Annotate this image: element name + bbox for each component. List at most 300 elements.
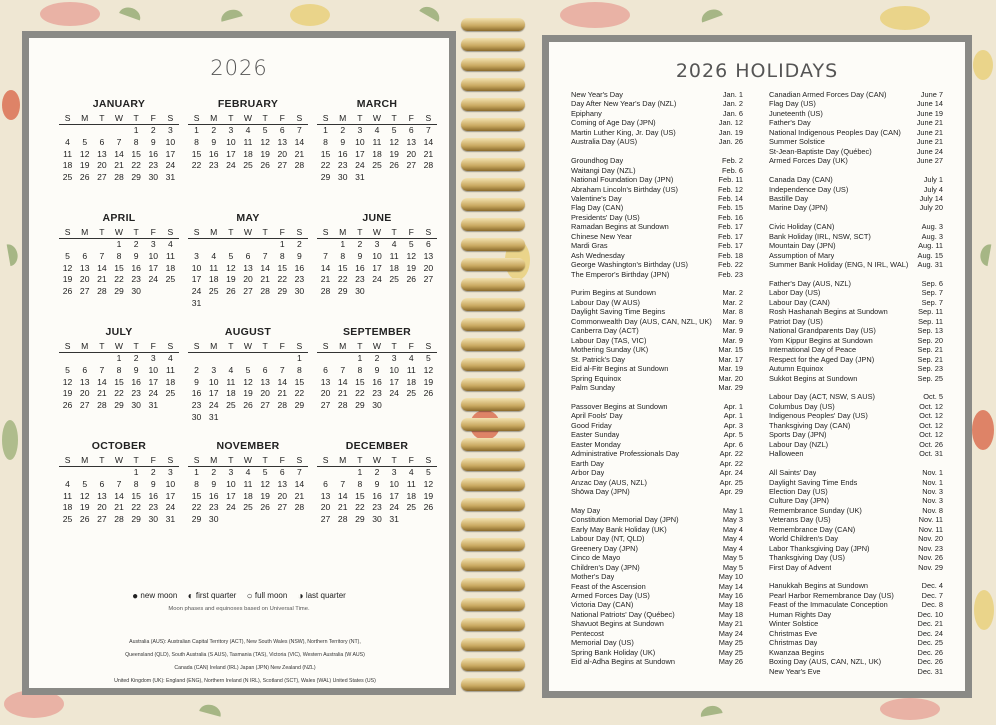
month-name: JULY [105,326,133,338]
holiday-date: Nov. 3 [922,486,943,496]
holiday-name: Victoria Day (CAN) [571,600,634,610]
day-cell: 3 [228,467,234,477]
holiday-row [571,478,743,487]
day-cell: 30 [294,286,305,297]
holiday-name: Arbor Day [571,468,605,478]
weekday-header: S [59,226,76,239]
day-cell: 8 [116,364,122,375]
day-cell: 20 [277,490,288,501]
section-gap [571,496,743,505]
section-gap [571,147,743,156]
month-name: NOVEMBER [216,440,280,452]
holiday-name: Groundhog Day [571,156,624,166]
day-cell: 21 [114,502,124,513]
day-cell: 28 [423,160,434,171]
holiday-date: Feb. 11 [718,175,743,185]
holiday-row [571,355,743,364]
day-cell: 21 [294,148,305,159]
holiday-name: Presidents' Day (US) [571,212,640,222]
weekday-header: T [386,226,403,239]
day-cell [59,125,76,137]
day-cell: 17 [165,490,176,501]
holiday-date: Mar. 19 [718,364,743,374]
holiday-row [571,270,743,279]
month-name: OCTOBER [91,440,147,452]
day-cell [222,514,239,526]
holiday-row [571,383,743,392]
day-cell: 12 [226,262,236,273]
day-cell: 17 [355,148,365,159]
day-cell: 15 [355,490,365,501]
weekday-header: T [386,112,403,125]
holiday-name: World Children's Day [769,534,839,544]
day-cell: 31 [208,411,219,422]
day-cell: 12 [406,250,417,261]
day-cell: 4 [391,239,397,249]
weekday-header: F [403,454,420,467]
weekday-header: M [205,340,222,353]
day-cell: 2 [211,125,217,135]
day-cell: 30 [355,286,365,297]
weekday-header: M [334,454,351,467]
day-cell: 12 [79,148,90,159]
day-cell: 7 [323,250,328,261]
day-cell: 24 [226,160,236,171]
day-cell: 30 [337,172,348,183]
holiday-date: Apr. 6 [723,439,743,449]
holiday-name: Palm Sunday [571,383,615,393]
day-cell: 23 [372,502,382,513]
day-cell: 31 [165,514,176,525]
holiday-date: May 16 [718,590,743,600]
day-cell: 10 [226,478,236,489]
holiday-name: Daylight Saving Time Ends [769,477,858,487]
day-cell: 26 [423,388,434,399]
month-grid [188,226,308,310]
holiday-row [571,90,743,99]
day-cell: 7 [116,478,122,489]
day-cell: 30 [372,514,382,525]
day-cell: 9 [211,136,217,147]
day-cell [403,514,420,526]
day-cell: 31 [165,172,176,183]
day-cell: 19 [423,490,434,501]
month-grid [317,226,437,298]
day-cell: 3 [391,353,397,363]
holiday-name: Anzac Day (AUS, NZL) [571,477,647,487]
flower-decoration [880,6,930,30]
month-grid [188,454,308,526]
day-cell: 19 [243,388,253,399]
holiday-row [769,581,943,590]
holiday-row [769,90,943,99]
full-moon-legend [247,591,288,600]
holiday-date: May 3 [722,515,743,525]
day-cell [257,298,274,310]
day-cell: 22 [355,502,365,513]
day-cell: 15 [114,262,124,273]
holiday-row [769,109,943,118]
weekday-header: F [274,340,291,353]
holiday-date: June 21 [916,127,943,137]
holiday-row [769,279,943,288]
day-cell [257,412,274,424]
day-cell [403,286,420,298]
day-cell: 3 [228,125,234,135]
month-march [317,98,437,184]
day-cell: 8 [133,136,139,147]
holiday-row [571,374,743,383]
holiday-row [769,355,943,364]
holiday-name: Waitangi Day (NZL) [571,165,636,175]
day-cell: 3 [168,467,173,477]
holiday-name: Kwanzaa Begins [769,647,825,657]
month-november [188,440,308,526]
day-cell: 7 [426,125,431,135]
day-cell: 30 [372,400,382,411]
day-cell: 3 [194,250,199,261]
day-cell: 26 [260,160,270,171]
holiday-row [769,638,943,647]
day-cell: 18 [165,376,176,387]
weekday-header: S [420,226,437,239]
day-cell: 26 [79,514,90,525]
day-cell: 17 [389,376,399,387]
day-cell: 17 [165,148,176,159]
weekday-header: M [205,226,222,239]
day-cell [257,239,274,251]
day-cell: 27 [97,514,107,525]
weekday-header: T [93,112,110,125]
day-cell: 8 [133,478,139,489]
holiday-date: Apr. 1 [723,411,743,421]
holiday-name: Eid al-Fitr Begins at Sundown [571,364,669,374]
day-cell: 20 [260,388,270,399]
holiday-date: Aug. 11 [918,241,943,251]
day-cell: 25 [406,502,417,513]
holiday-name: George Washington's Birthday (US) [571,260,688,270]
holiday-row [571,307,743,316]
holiday-name: April Fools' Day [571,411,623,421]
day-cell: 20 [320,388,331,399]
month-october [59,440,179,526]
day-cell: 15 [131,490,141,501]
holiday-date: May 5 [722,562,743,572]
weekday-header: W [239,454,256,467]
day-cell: 17 [148,262,159,273]
day-cell: 22 [191,160,202,171]
holiday-date: Dec. 10 [917,609,943,619]
day-cell: 14 [423,136,434,147]
day-cell: 19 [79,160,90,171]
day-cell: 10 [389,478,399,489]
day-cell: 15 [131,148,141,159]
binding-ring [461,418,525,431]
holiday-row [769,260,943,269]
holiday-row [571,364,743,373]
holiday-name: Labour Day (NZL) [769,439,829,449]
day-cell: 7 [340,478,346,489]
day-cell: 21 [337,502,348,513]
binding-ring [461,618,525,631]
holiday-name: Labour Day (TAS, VIC) [571,335,647,345]
leaf-decoration [419,3,443,22]
day-cell: 22 [114,388,124,399]
weekday-header: T [257,226,274,239]
holiday-row [769,440,943,449]
day-cell: 2 [133,353,139,363]
weekday-header: W [110,340,127,353]
weekday-header: T [351,340,368,353]
day-cell: 9 [340,136,346,147]
day-cell: 27 [277,502,288,513]
holiday-date: Dec. 31 [917,666,943,676]
day-cell: 3 [374,239,380,249]
holiday-row [769,478,943,487]
holiday-date: Dec. 26 [917,657,943,667]
day-cell: 20 [277,148,288,159]
leaf-decoration [699,7,723,23]
holiday-row [571,648,743,657]
day-cell [59,353,76,365]
day-cell: 26 [243,400,253,411]
last-quarter-icon: ◑ [297,591,304,602]
day-cell: 16 [131,376,141,387]
day-cell: 5 [408,239,414,249]
day-cell: 29 [114,400,124,411]
holiday-row [571,99,743,108]
day-cell: 25 [406,388,417,399]
holiday-date: Aug. 3 [921,231,943,241]
holiday-row [571,600,743,609]
day-cell: 29 [294,400,305,411]
day-cell: 29 [320,172,331,183]
day-cell: 11 [165,250,175,261]
holiday-name: Remembrance Day (CAN) [769,524,856,534]
day-cell [222,239,239,251]
day-cell: 15 [191,148,202,159]
section-gap [769,166,943,175]
day-cell: 24 [165,502,176,513]
binding-ring [461,238,525,251]
holiday-row [769,430,943,439]
month-february [188,98,308,172]
holiday-date: Sep. 13 [917,326,943,336]
day-cell: 23 [131,388,141,399]
holiday-date: June 21 [916,118,943,128]
day-cell: 26 [406,274,417,285]
day-cell [368,172,385,184]
holiday-row [769,345,943,354]
day-cell: 23 [355,274,365,285]
day-cell: 21 [337,388,348,399]
day-cell: 12 [79,490,90,501]
holiday-date: Feb. 22 [717,260,743,270]
day-cell: 18 [389,262,399,273]
holiday-date: Dec. 25 [917,638,943,648]
holiday-row [571,317,743,326]
day-cell: 8 [116,250,122,261]
day-cell: 28 [294,160,305,171]
day-cell: 16 [208,148,219,159]
holiday-name: Boxing Day (AUS, CAN, NZL, UK) [769,657,882,667]
holiday-name: Easter Monday [571,439,621,449]
weekday-header: F [145,340,162,353]
weekday-header: F [403,340,420,353]
holiday-date: June 7 [920,90,943,99]
weekday-header: M [334,112,351,125]
holiday-row [571,118,743,127]
holiday-row [769,468,943,477]
day-cell: 16 [191,388,202,399]
day-cell: 20 [406,148,417,159]
binding-ring [461,78,525,91]
binding-ring [461,658,525,671]
weekday-header: S [420,112,437,125]
holiday-name: Columbus Day (US) [769,401,835,411]
day-cell: 1 [133,467,139,477]
weekday-header: S [317,340,334,353]
day-cell: 29 [114,286,124,297]
day-cell: 20 [423,262,434,273]
day-cell: 14 [294,478,305,489]
holiday-date: May 26 [718,657,743,667]
weekday-header: T [257,112,274,125]
holiday-name: National Patriots' Day (Québec) [571,609,675,619]
holiday-name: Labor Day (US) [769,288,821,298]
holiday-row [769,421,943,430]
holiday-date: Oct. 5 [923,392,943,402]
day-cell: 1 [297,353,302,363]
day-cell [317,239,334,251]
weekday-header: F [274,226,291,239]
day-cell [239,412,256,424]
holiday-row [571,563,743,572]
weekday-header: S [162,226,179,239]
holiday-row [571,487,743,496]
holiday-name: Eid al-Adha Begins at Sundown [571,657,675,667]
day-cell [420,286,437,298]
day-cell: 14 [97,262,107,273]
holiday-row [769,411,943,420]
day-cell: 9 [374,478,380,489]
holiday-row [769,619,943,628]
weekday-header: T [222,226,239,239]
holiday-row [769,563,943,572]
full-moon-icon: ○ [246,591,253,602]
day-cell: 28 [114,514,124,525]
holiday-date: Mar. 17 [718,354,743,364]
holiday-date: May 25 [718,638,743,648]
holiday-name: Shavuot Begins at Sundown [571,619,664,629]
day-cell: 4 [228,364,234,375]
day-cell: 19 [226,274,236,285]
day-cell: 26 [79,172,90,183]
day-cell: 6 [99,478,105,489]
holiday-name: Christmas Day [769,638,818,648]
holiday-date: Aug. 3 [921,222,943,232]
weekday-header: S [420,340,437,353]
holiday-date: Oct. 31 [919,449,943,459]
day-cell: 11 [63,490,73,501]
day-cell: 23 [337,160,348,171]
holiday-name: Independence Day (US) [769,184,849,194]
day-cell: 25 [62,514,73,525]
holiday-name: Good Friday [571,420,612,430]
day-cell: 21 [320,274,331,285]
day-cell: 6 [262,364,268,375]
day-cell: 23 [208,160,219,171]
holiday-row [769,251,943,260]
holiday-name: International Day of Peace [769,345,857,355]
day-cell: 5 [262,467,268,477]
day-cell: 6 [82,364,88,375]
day-cell [291,298,308,310]
day-cell: 25 [372,160,382,171]
day-cell: 8 [357,364,363,375]
month-name: DECEMBER [345,440,409,452]
holiday-date: Feb. 15 [717,203,743,213]
day-cell: 25 [226,400,236,411]
day-cell: 22 [294,388,305,399]
holiday-date: Nov. 11 [918,524,943,534]
weekday-header: W [368,454,385,467]
month-grid [188,112,308,172]
holiday-name: Pentecost [571,628,604,638]
weekday-header: T [222,112,239,125]
day-cell: 10 [191,262,202,273]
holiday-row [571,468,743,477]
day-cell: 17 [389,490,399,501]
holiday-name: National Indigenous Peoples Day (CAN) [769,127,901,137]
holiday-date: Feb. 14 [717,193,743,203]
year-title: 2026 [210,56,268,80]
day-cell: 2 [340,125,346,135]
holiday-row [769,392,943,401]
day-cell: 27 [406,160,417,171]
day-cell: 13 [260,376,270,387]
day-cell: 17 [226,490,236,501]
holiday-row [769,657,943,666]
holiday-name: Christmas Eve [769,628,818,638]
weekday-header: W [239,340,256,353]
holiday-date: July 14 [919,193,943,203]
holiday-date: Apr. 22 [719,449,743,459]
day-cell: 16 [337,148,348,159]
holiday-name: Summer Solstice [769,137,825,147]
holiday-name: Autumn Equinox [769,364,824,374]
day-cell: 10 [355,136,365,147]
weekday-header: M [334,340,351,353]
day-cell: 9 [133,364,139,375]
day-cell: 9 [194,376,199,387]
holiday-date: Apr. 29 [719,486,743,496]
day-cell: 4 [245,125,251,135]
month-grid [317,340,437,412]
holiday-date: Mar. 20 [718,373,743,383]
holidays-title: 2026 HOLIDAYS [675,60,839,82]
day-cell: 28 [97,286,107,297]
day-cell: 5 [228,250,234,261]
holiday-row [571,610,743,619]
holiday-column-left [571,90,743,667]
holiday-row [769,336,943,345]
weekday-header: S [291,112,308,125]
day-cell: 9 [357,250,363,261]
day-cell: 26 [226,286,236,297]
day-cell: 28 [294,502,305,513]
day-cell: 27 [243,286,253,297]
